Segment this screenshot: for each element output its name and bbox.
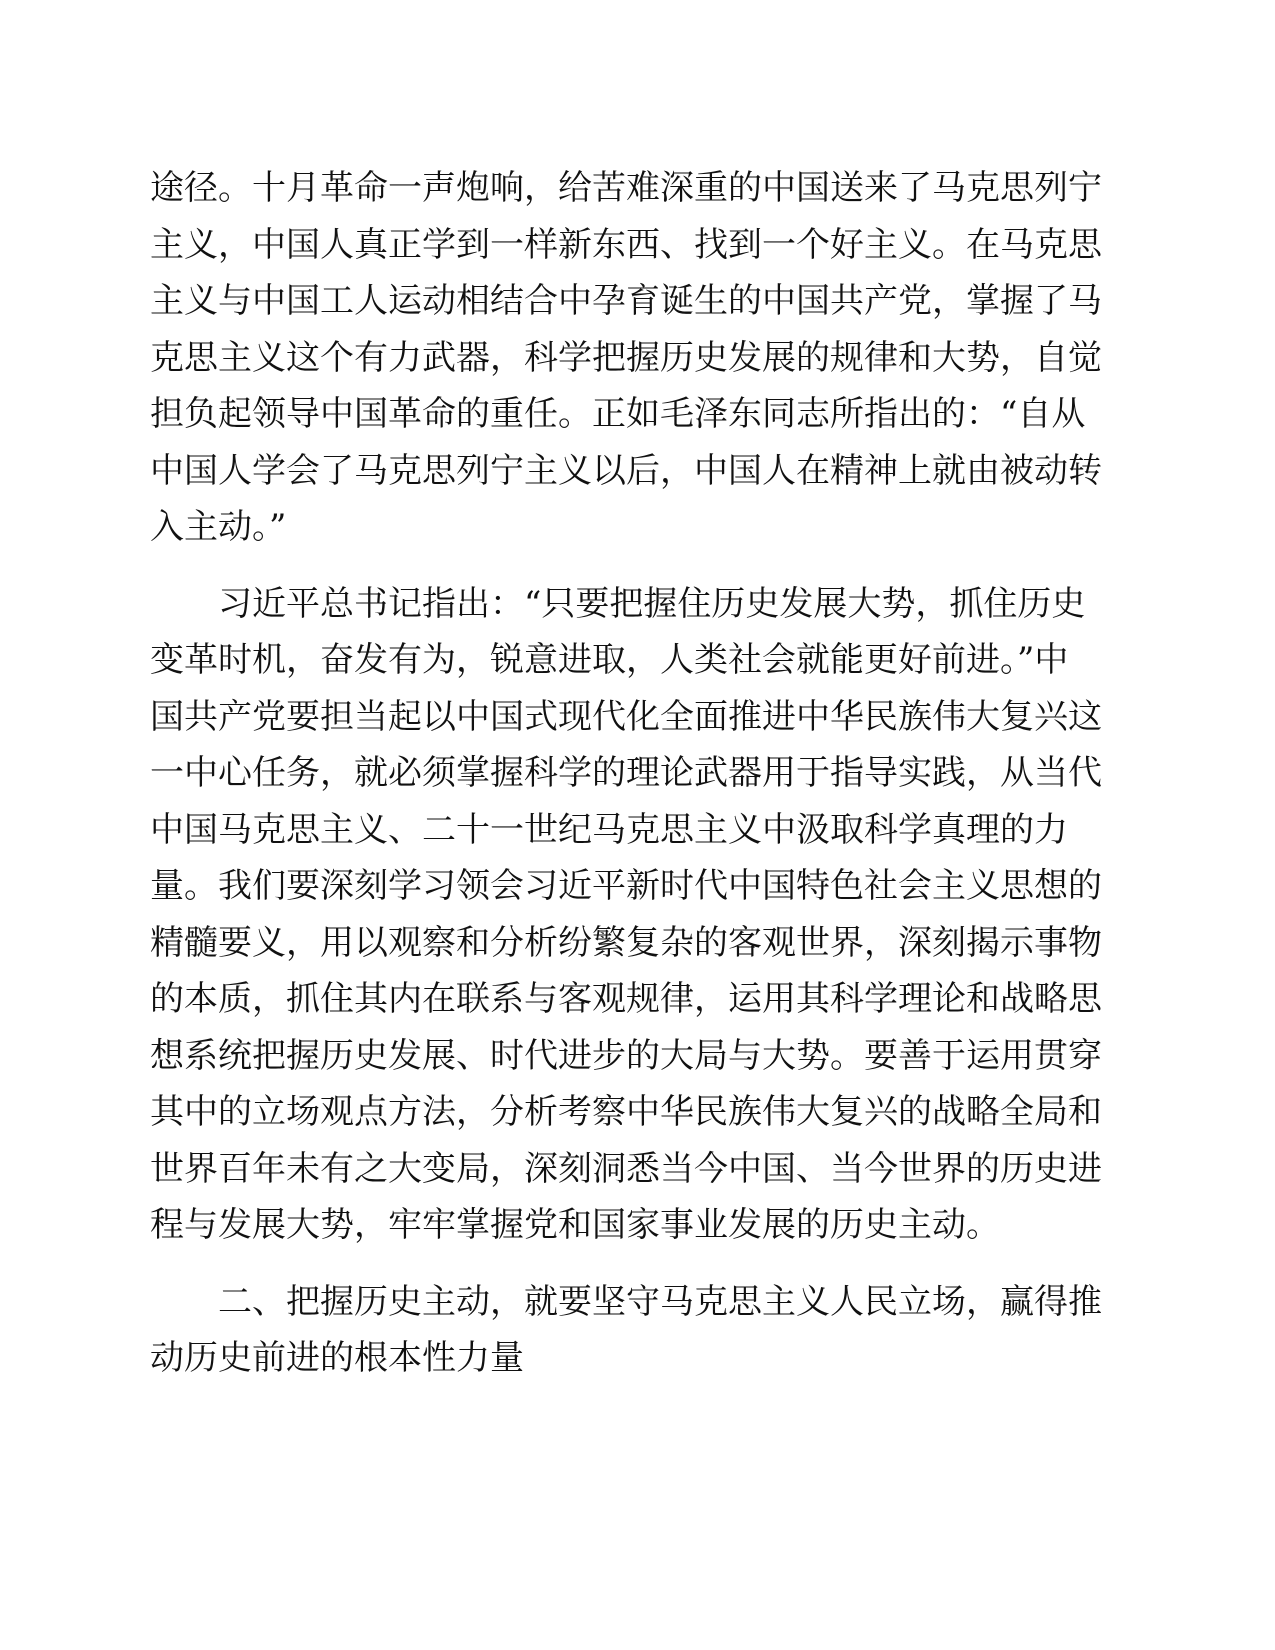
text-line: 量。我们要深刻学习领会习近平新时代中国特色社会主义思想的 — [150, 866, 1102, 906]
text-line: 变革时机，奋发有为，锐意进取，人类社会就能更好前进。”中 — [150, 640, 1069, 680]
document-body — [150, 160, 1102, 1387]
paragraph-spacer — [150, 1254, 1060, 1274]
paragraph-2 — [150, 576, 1102, 1254]
text-line: 中国人学会了马克思列宁主义以后，中国人在精神上就由被动转 — [150, 450, 1102, 491]
text-line: 入主动。” — [150, 507, 287, 547]
text-line: 习近平总书记指出：“只要把握住历史发展大势，抓住历史 — [218, 583, 1086, 624]
text-line: 担负起领导中国革命的重任。正如毛泽东同志所指出的：“自从 — [150, 394, 1086, 434]
text-line: 克思主义这个有力武器，科学把握历史发展的规律和大势，自觉 — [150, 337, 1102, 378]
text-line: 想系统把握历史发展、时代进步的大局与大势。要善于运用贯穿 — [150, 1035, 1102, 1076]
section-heading — [150, 1274, 1102, 1387]
text-line: 国共产党要担当起以中国式现代化全面推进中华民族伟大复兴这 — [150, 696, 1102, 737]
text-line: 动历史前进的根本性力量 — [150, 1338, 524, 1378]
text-line: 其中的立场观点方法，分析考察中华民族伟大复兴的战略全局和 — [150, 1092, 1102, 1132]
text-line: 一中心任务，就必须掌握科学的理论武器用于指导实践，从当代 — [150, 753, 1102, 793]
text-line: 主义，中国人真正学到一样新东西、找到一个好主义。在马克思 — [150, 224, 1102, 265]
text-line: 主义与中国工人运动相结合中孕育诞生的中国共产党，掌握了马 — [150, 281, 1102, 321]
text-line: 精髓要义，用以观察和分析纷繁复杂的客观世界，深刻揭示事物 — [150, 922, 1102, 963]
paragraph-spacer — [150, 556, 1060, 576]
text-line: 的本质，抓住其内在联系与客观规律，运用其科学理论和战略思 — [150, 979, 1102, 1019]
text-line: 程与发展大势，牢牢掌握党和国家事业发展的历史主动。 — [150, 1205, 1000, 1245]
text-line: 世界百年未有之大变局，深刻洞悉当今中国、当今世界的历史进 — [150, 1148, 1102, 1189]
text-line: 途径。十月革命一声炮响，给苦难深重的中国送来了马克思列宁 — [150, 168, 1102, 208]
text-line: 二、把握历史主动，就要坚守马克思主义人民立场，赢得推 — [218, 1281, 1102, 1322]
text-line: 中国马克思主义、二十一世纪马克思主义中汲取科学真理的力 — [150, 809, 1068, 850]
paragraph-1 — [150, 160, 1102, 556]
